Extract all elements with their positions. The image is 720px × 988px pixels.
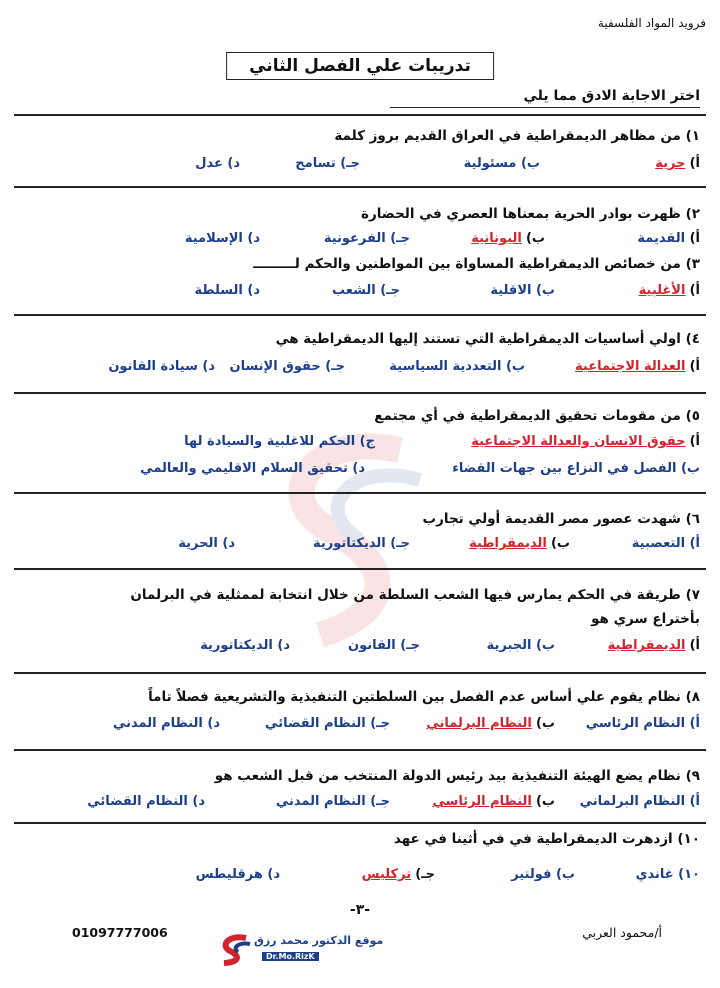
option-label: ب) <box>535 716 555 731</box>
option-label: ب) <box>535 794 555 809</box>
site-logo-subtext: Dr.Mo.RizK <box>262 952 319 961</box>
page-title: تدريبات علي الفصل الثاني <box>226 52 494 80</box>
q6-option-b[interactable] <box>469 535 570 553</box>
q10-option-a[interactable]: ١٠) غاندي <box>635 867 700 882</box>
divider <box>14 672 706 674</box>
option-label: جـ) <box>415 867 435 882</box>
q4-option-d[interactable]: د) سيادة القانون <box>108 359 215 374</box>
q6-option-c[interactable]: جـ) الديكتاتورية <box>312 536 410 551</box>
option-label: أ) <box>689 231 700 246</box>
q2-option-d[interactable]: د) الإسلامية <box>184 231 260 246</box>
q5-option-c[interactable]: ج) الحكم للاغلبية والسيادة لها <box>184 434 375 449</box>
question-2: ٢) ظهرت بوادر الحرية بمعناها العصري في الحضارة <box>360 206 700 222</box>
q1-option-c[interactable]: جـ) تسامح <box>295 156 360 171</box>
q4-option-a[interactable] <box>575 358 700 376</box>
q8-option-b[interactable] <box>426 715 555 733</box>
q5-option-b[interactable]: ب) الفصل في النزاع بين جهات القضاء <box>452 461 700 476</box>
option-label: ب) <box>525 231 545 246</box>
correct-answer: الديمقراطية <box>607 638 686 653</box>
question-6: ٦) شهدت عصور مصر القديمة أولي تجارب <box>422 511 700 527</box>
correct-answer: اليونانية <box>471 231 522 246</box>
divider <box>14 392 706 394</box>
q7-option-b[interactable]: ب) الجبرية <box>486 638 555 653</box>
phone-number: 01097777006 <box>72 925 168 940</box>
divider <box>14 114 706 116</box>
correct-answer: النظام البرلماني <box>426 716 532 731</box>
option-label: أ) <box>689 283 700 298</box>
option-text: القديمة <box>637 231 686 246</box>
option-label: أ) <box>689 434 700 449</box>
q8-option-a[interactable]: أ) النظام الرئاسي <box>585 716 700 731</box>
option-label: ب) <box>550 536 570 551</box>
q8-option-d[interactable]: د) النظام المدني <box>113 716 220 731</box>
question-9: ٩) نظام يضع الهيئة التنفيذية بيد رئيس الدولة المنتخب من قبل الشعب هو <box>214 768 700 784</box>
q7-option-c[interactable]: جـ) القانون <box>348 638 420 653</box>
q3-option-b[interactable]: ب) الاقلية <box>490 283 555 298</box>
q5-option-a[interactable] <box>471 433 700 451</box>
q7-option-a[interactable] <box>608 637 700 655</box>
instruction: اختر الاجابة الادق مما يلي <box>390 88 700 108</box>
q2-option-c[interactable]: جـ) الفرعونية <box>323 231 410 246</box>
q3-option-d[interactable]: د) السلطة <box>194 283 260 298</box>
correct-answer: الديمقراطية <box>469 536 547 551</box>
divider <box>14 749 706 751</box>
question-10: ١٠) ازدهرت الديمقراطية في في أثينا في عهد <box>393 831 700 847</box>
q10-option-c[interactable] <box>362 866 435 884</box>
question-7: ٧) طريقة في الحكم يمارس فيها الشعب السلطة من خلال انتخابة لممثلية في البرلمان <box>130 587 700 603</box>
q4-option-c[interactable]: جـ) حقوق الإنسان <box>229 359 345 374</box>
author-name: أ/محمود العربي <box>582 925 662 940</box>
question-4: ٤) اولي أساسيات الديمقراطية التي تستند إليها الديمقراطية هي <box>275 331 700 347</box>
correct-answer: حرية <box>655 156 686 171</box>
q4-option-b[interactable]: ب) التعددية السياسية <box>389 359 525 374</box>
q7-option-d[interactable]: د) الديكتاتورية <box>200 638 290 653</box>
q2-option-a[interactable] <box>637 230 700 248</box>
q1-option-b[interactable]: ب) مسئولية <box>463 156 540 171</box>
page-number: -٣- <box>349 902 371 918</box>
correct-answer: النظام الرئاسي <box>432 794 532 809</box>
divider <box>14 186 706 188</box>
divider <box>14 822 706 824</box>
top-label: فرويد المواد الفلسفية <box>597 16 706 30</box>
q6-option-d[interactable]: د) الحرية <box>178 536 235 551</box>
question-3: ٣) من خصائص الديمقراطية المساواة بين المواطنين والحكم لـــــــــ <box>253 256 700 272</box>
q8-option-c[interactable]: جـ) النظام القضائي <box>265 716 390 731</box>
q9-option-a[interactable]: أ) النظام البرلماني <box>579 794 700 809</box>
q1-option-d[interactable]: د) عدل <box>195 156 240 171</box>
q10-option-b[interactable]: ب) فولتير <box>511 867 575 882</box>
q10-option-d[interactable]: د) هرقليطس <box>195 867 280 882</box>
question-7-continued: بأختراع سري هو <box>591 611 700 627</box>
option-label: أ) <box>689 638 700 653</box>
site-logo-text: موقع الدكتور محمد رزق <box>254 934 384 947</box>
question-8: ٨) نظام يقوم علي أساس عدم الفصل بين السلطتين التنفيذية والتشريعية فصلاً تاماً <box>148 689 700 705</box>
correct-answer: تركليس <box>361 867 412 882</box>
q9-option-d[interactable]: د) النظام القضائي <box>87 794 205 809</box>
correct-answer: العدالة الاجتماعية <box>575 359 686 374</box>
q2-option-b[interactable] <box>471 230 545 248</box>
option-label: أ) <box>689 359 700 374</box>
divider <box>14 492 706 494</box>
q9-option-c[interactable]: جـ) النظام المدني <box>275 794 390 809</box>
q3-option-a[interactable] <box>639 282 700 300</box>
question-1: ١) من مظاهر الديمقراطية في العراق القديم بروز كلمة <box>334 128 700 144</box>
q6-option-a[interactable]: أ) التعصبية <box>631 536 700 551</box>
correct-answer: الأغلبية <box>638 283 686 298</box>
question-5: ٥) من مقومات تحقيق الديمقراطية في أي مجتمع <box>374 408 700 424</box>
option-label: أ) <box>689 156 700 171</box>
correct-answer: حقوق الانسان والعدالة الاجتماعية <box>471 434 686 449</box>
q9-option-b[interactable] <box>432 793 555 811</box>
divider <box>14 314 706 316</box>
q5-option-d[interactable]: د) تحقيق السلام الاقليمي والعالمي <box>140 461 365 476</box>
divider <box>14 568 706 570</box>
q1-option-a[interactable] <box>655 155 700 173</box>
q3-option-c[interactable]: جـ) الشعب <box>332 283 400 298</box>
